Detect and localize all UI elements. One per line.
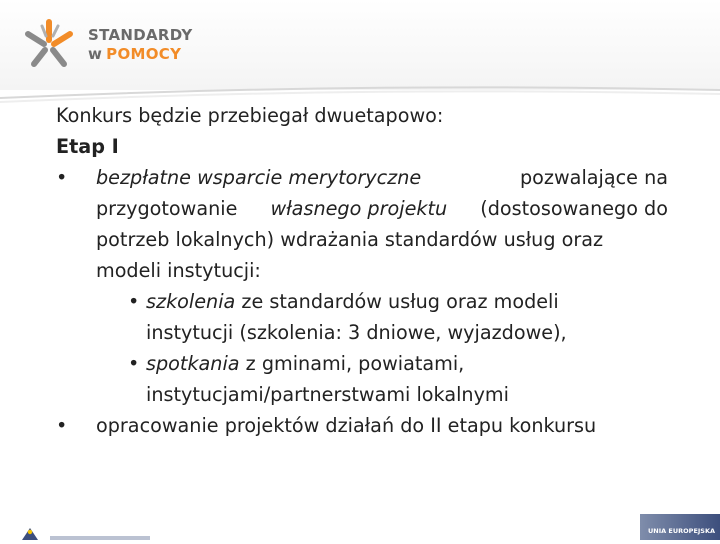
- bullet-icon: •: [56, 414, 68, 437]
- bullet1-em2: własnego projektu: [270, 197, 448, 220]
- bullet-item: [56, 410, 668, 441]
- bullet1-pre2: przygotowanie: [96, 197, 238, 220]
- bullet2-text: opracowanie projektów działań do II etapu konkursu: [96, 414, 597, 437]
- eu-flag-badge: [640, 514, 720, 540]
- sub1-line2: instytucji (szkolenia: 3 dniowe, wyjazdowe),: [146, 321, 567, 344]
- sub1-em: szkolenia: [146, 290, 236, 313]
- logo-text-w: w: [88, 45, 103, 63]
- bullet1-rest2: (dostosowanego do: [480, 197, 668, 220]
- eu-program-star-icon: [0, 514, 160, 540]
- sub1-line1: [146, 286, 668, 317]
- eu-label: UNIA EUROPEJSKA: [648, 527, 716, 535]
- sub2-line1: [146, 348, 668, 379]
- bullet1-line3: potrzeb lokalnych) wdrażania standardów usług oraz: [96, 228, 604, 251]
- sub-bullet-item: [56, 348, 668, 379]
- bullet-icon: •: [56, 166, 68, 189]
- bullet1-line2: [96, 193, 668, 224]
- sub2-em: spotkania: [146, 352, 240, 375]
- logo: [18, 14, 208, 76]
- logo-text-pomocy: [88, 45, 181, 63]
- stage-heading: Etap I: [56, 135, 119, 158]
- bullet1-line4: modeli instytucji:: [96, 259, 261, 282]
- logo-text-pomocy-word: POMOCY: [106, 45, 182, 63]
- bullet1-rest1: pozwalające na: [520, 166, 668, 189]
- header: [0, 0, 720, 90]
- bullet1-line1: [96, 162, 668, 193]
- slide-content: [56, 100, 668, 441]
- sub-bullet-icon: •: [128, 352, 140, 375]
- sub1-rest: ze standardów usług oraz modeli: [241, 290, 559, 313]
- intro-text: Konkurs będzie przebiegał dwuetapowo:: [56, 104, 444, 127]
- sub2-rest: z gminami, powiatami,: [245, 352, 465, 375]
- logo-star-icon: [18, 14, 80, 76]
- logo-text-standardy: STANDARDY: [88, 26, 193, 44]
- sub-bullet-item: [56, 286, 668, 317]
- footer-left-logo: [0, 514, 160, 540]
- sub2-line2: instytucjami/partnerstwami lokalnymi: [146, 383, 509, 406]
- bullet-item: [56, 162, 668, 286]
- bullet1-em1: bezpłatne wsparcie merytoryczne: [96, 166, 422, 189]
- sub-bullet-icon: •: [128, 290, 140, 313]
